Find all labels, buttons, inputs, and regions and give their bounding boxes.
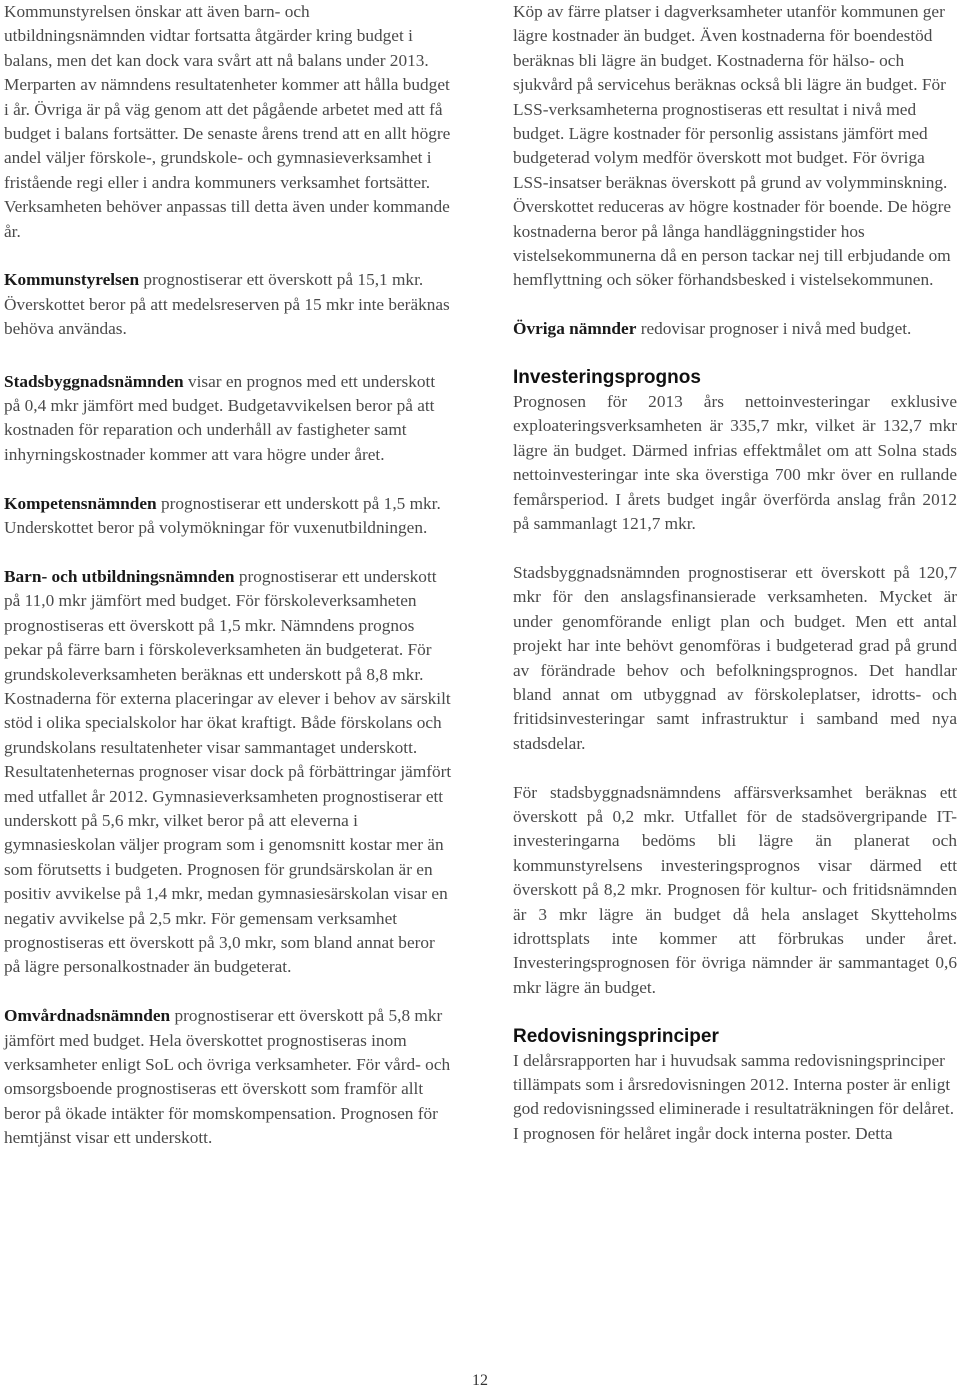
- committee-name: Omvårdnadsnämnden: [4, 1006, 171, 1026]
- committee-name: Barn- och utbildningsnämnden: [4, 566, 235, 586]
- paragraph-kompetensnamnden: Kompetensnämnden prognostiserar ett underskott på 1,5 mkr. Underskottet beror på volymökningar för vuxenutbildningen.: [4, 493, 441, 538]
- heading-redovisningsprinciper: Redovisningsprinciper: [513, 1025, 719, 1047]
- paragraph-barn-och-utbildningsnamnden: Barn- och utbildningsnämnden prognostiserar ett underskott på 11,0 mkr jämfört med budget. För förskoleverksamheten prognostiseras ett överskott på 1,5 mkr. Nämndens prognos pekar på färre barn i förskoleverksamheten än budgeterat. För grundskoleverksamheten beräknas ett underskott på 8,8 mkr. Kostnaderna för externa placeringar av elever i behov av särskilt stöd i olika specialskolor har ökat kraftigt. Både förskolans och grundskolans resultatenheter visar sammantaget underskott. Resultatenheternas prognoser visar dock på förbättringar jämfört med utfallet år 2012. Gymnasieverksamheten prognostiserar ett underskott på 5,6 mkr, vilket beror på att eleverna i gymnasieskolan väljer program som i genomsnitt kostar mer än som förutsetts i budgeten. Prognosen för grundsärskolan är en positiv avvikelse på 1,4 mkr, medan gymnasiesärskolan visar en negativ avvikelse på 2,5 mkr. För gemensam verksamhet prognostiseras ett överskott på 3,0 mkr, som bland annat beror på lägre personalkostnader än budgeterat.: [4, 566, 452, 977]
- committee-name: Stadsbyggnadsnämnden: [4, 371, 184, 391]
- paragraph-investering-1: Prognosen för 2013 års nettoinvesteringar exklusive exploateringsverksamheten är 335,7 mkr, vilket är 132,7 mkr lägre än budget. Därmed infrias effektmålet om att Solna stads nettoinvesteringar inte ska överstiga 700 mkr över en rullande femårsperiod. I årets budget ingår överförda anslag från 2012 på sammanlagt 121,7 mkr.: [513, 392, 957, 534]
- paragraph-bun-intro: Kommunstyrelsen önskar att även barn- och utbildningsnämnden vidtar fortsatta åtgärder kring budget i balans, men det kan dock vara svårt att nå balans under 2013. Merparten av nämndens resultatenheter kommer att hålla budget i år. Övriga är på väg genom att det pågående arbetet med att få budget i balans fortsätter. De senaste årens trend att en allt högre andel väljer förskole-, grundskole- och gymnasieverksamhet i fristående regi eller i andra kommuners verksamhet fortsätter. Verksamheten behöver anpassas till detta även under kommande år.: [4, 2, 451, 241]
- paragraph-redovisning: I delårsrapporten har i huvudsak samma redovisningsprinciper tillämpats som i årsredovisningen 2012. Interna poster är enligt god redovisningssed eliminerade i resultaträkningen för delåret. I prognosen för helåret ingår dock interna poster. Detta: [513, 1050, 955, 1143]
- paragraph-kommunstyrelsen: Kommunstyrelsen prognostiserar ett överskott på 15,1 mkr. Överskottet beror på att medelsreserven på 15 mkr inte beräknas behöva användas.: [4, 270, 450, 339]
- left-column: [4, 0, 452, 1151]
- committee-name: Övriga nämnder: [513, 319, 637, 339]
- right-column: [513, 0, 957, 1146]
- paragraph-ovriga-namnder: Övriga nämnder redovisar prognoser i nivå med budget.: [513, 319, 912, 339]
- paragraph-investering-3: För stadsbyggnadsnämndens affärsverksamhet beräknas ett överskott på 0,2 mkr. Utfallet för de stadsövergripande IT-investeringarna bedöms bli lägre än planerat och kommunstyrelsens investeringsprognos visar därmed ett överskott på 8,2 mkr. Prognosen för kultur- och fritidsnämnden är 3 mkr lägre än budget då hela anslaget Skytteholms idrottsplats inte kommer att förbrukas under året. Investeringsprognosen för övriga nämnder är sammantaget 0,6 mkr lägre än budget.: [513, 782, 957, 997]
- paragraph-omvardnadsnamnden: Omvårdnadsnämnden prognostiserar ett överskott på 5,8 mkr jämfört med budget. Hela överskottet prognostiseras inom verksamheter enligt SoL och övriga verksamheter. För vård- och omsorgsboende prognostiseras ett överskott som framför allt beror på ökade intäkter för momskompensation. Prognosen för hemtjänst visar ett underskott.: [4, 1006, 451, 1148]
- committee-name: Kommunstyrelsen: [4, 270, 140, 290]
- page-number: 12: [472, 1372, 488, 1389]
- paragraph-stadsbyggnadsnamnden: Stadsbyggnadsnämnden visar en prognos med ett underskott på 0,4 mkr jämfört med budget. Budgetavvikelsen beror på att kostnaden för reparation och underhåll av fastigheter samt inhyrningskostnader kommer att vara högre under året.: [4, 371, 436, 464]
- heading-investeringsprognos: Investeringsprognos: [513, 367, 701, 389]
- committee-name: Kompetensnämnden: [4, 493, 157, 513]
- paragraph-lss: Köp av färre platser i dagverksamheter utanför kommunen ger lägre kostnader än budget. Även kostnaderna för boendestöd beräknas bli lägre än budget. Kostnaderna för hälso- och sjukvård på servicehus beräknas också bli lägre än budget. För LSS-verksamheterna prognostiseras ett resultat i nivå med budget. Lägre kostnader för personlig assistans jämfört med budgeterad volym medför överskott mot budget. För övriga LSS-insatser beräknas överskott på grund av volymminskning. Överskottet reduceras av högre kostnader för boende. De högre kostnaderna beror på långa handläggningstider hos vistelsekommunerna då en person tackar nej till erbjudande om hemflyttning och söker förhandsbesked i vistelsekommunen.: [513, 2, 952, 290]
- paragraph-investering-2: Stadsbyggnadsnämnden prognostiserar ett överskott på 120,7 mkr för den anslagsfinansierade verksamheten. Mycket är under genomförande enligt plan och budget. Men ett antal projekt har inte behövt genomföras i budgeterad grad på grund av förändrade behov och befolkningsprognos. Det handlar bland annat om utbyggnad av förskoleplatser, idrotts- och fritidsinvesteringar samt infrastruktur i samband med nya stadsdelar.: [513, 562, 957, 753]
